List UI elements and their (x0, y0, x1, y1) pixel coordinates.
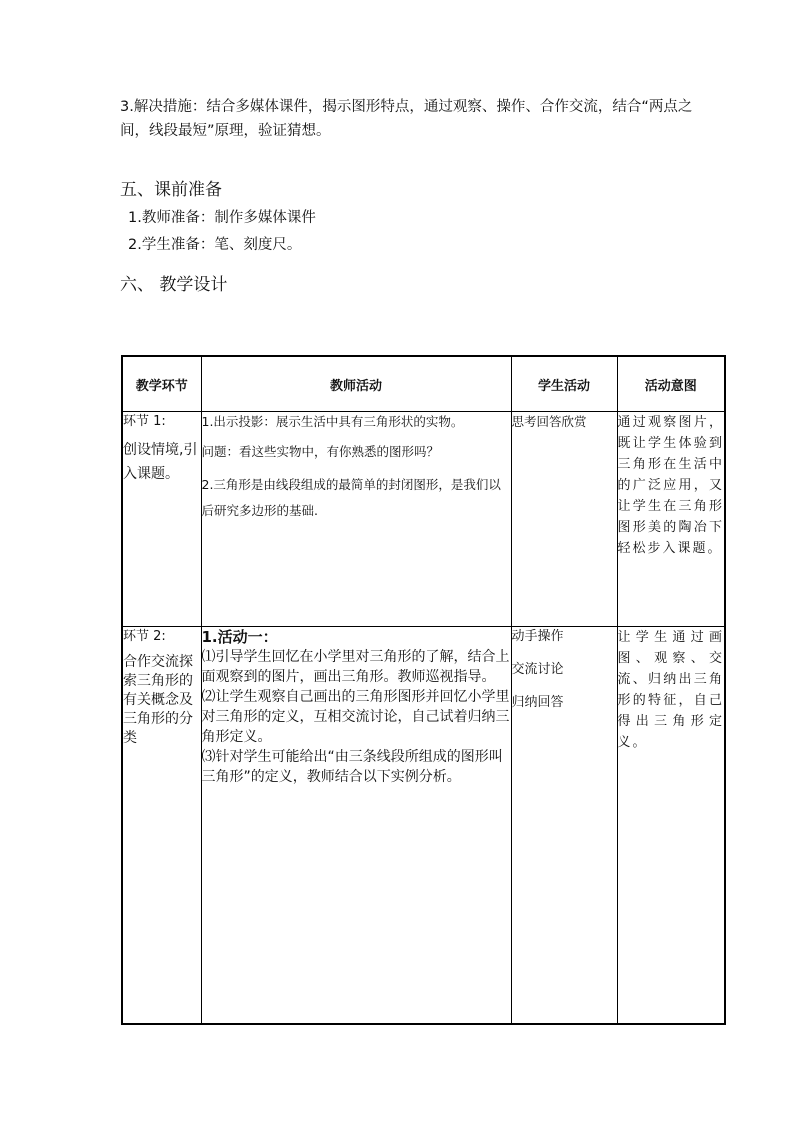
column-header-student-activity: 学生活动 (511, 356, 617, 412)
section-5-heading: 五、课前准备 (120, 180, 222, 200)
preparation-item: 1.教师准备：制作多媒体课件 (128, 210, 316, 226)
student-activity-cell (511, 412, 617, 627)
teacher-activity-line: 2.三角形是由线段组成的最简单的封闭图形，是我们以后研究多边形的基础. (201, 477, 501, 518)
activity-heading: 1.活动一： (201, 628, 278, 646)
stage-number: 环节 2: (123, 629, 166, 644)
measures-paragraph: 3.解决措施：结合多媒体课件，揭示图形特点，通过观察、操作、合作交流，结合“两点之间，线段最短”原理，验证猜想。 (120, 99, 693, 139)
table-row (122, 627, 725, 1025)
teacher-activity-line: ⑴引导学生回忆在小学里对三角形的了解，结合上面观察到的图片，画出三角形。教师巡视指导。 (201, 649, 510, 685)
column-header-teacher-activity: 教师活动 (201, 356, 511, 412)
intent-cell: 让学生通过画图、观察、交流、归纳出三角形的特征，自己得出三角形定义。 (617, 627, 725, 1025)
student-activity-cell (511, 627, 617, 1025)
stage-name: 合作交流探索三角形的有关概念及三角形的分类 (123, 654, 193, 746)
stage-cell (122, 412, 201, 627)
column-header-intent: 活动意图 (617, 356, 725, 412)
preparation-item: 2.学生准备：笔、刻度尺。 (128, 237, 302, 253)
student-activity-line: 动手操作 (511, 629, 564, 644)
column-header-stage: 教学环节 (122, 356, 201, 412)
student-activity-line: 思考回答欣赏 (511, 414, 587, 429)
section-6-heading: 六、 教学设计 (120, 275, 228, 295)
stage-number: 环节 1: (123, 414, 166, 429)
student-activity-line: 交流讨论 (511, 662, 564, 677)
teacher-activity-line: ⑶针对学生可能给出“由三条线段所组成的图形叫三角形”的定义，教师结合以下实例分析。 (201, 749, 503, 785)
table-row (122, 412, 725, 627)
teaching-design-table (121, 355, 726, 1025)
teacher-activity-line: ⑵让学生观察自己画出的三角形图形并回忆小学里对三角形的定义，互相交流讨论，自己试着归纳三角形定义。 (201, 689, 510, 745)
teacher-activity-cell (201, 627, 511, 1025)
teacher-activity-line: 问题：看这些实物中，有你熟悉的图形吗？ (201, 444, 440, 459)
student-activity-line: 归纳回答 (511, 695, 564, 710)
intent-cell: 通过观察图片，既让学生体验到三角形在生活中的广泛应用，又让学生在三角形图形美的陶冶下轻松步入课题。 (617, 412, 725, 627)
teacher-activity-cell (201, 412, 511, 627)
stage-name: 创设情境,引入课题。 (123, 442, 198, 482)
stage-cell (122, 627, 201, 1025)
teacher-activity-line: 1.出示投影：展示生活中具有三角形状的实物。 (201, 414, 464, 429)
table-header-row (122, 356, 725, 412)
